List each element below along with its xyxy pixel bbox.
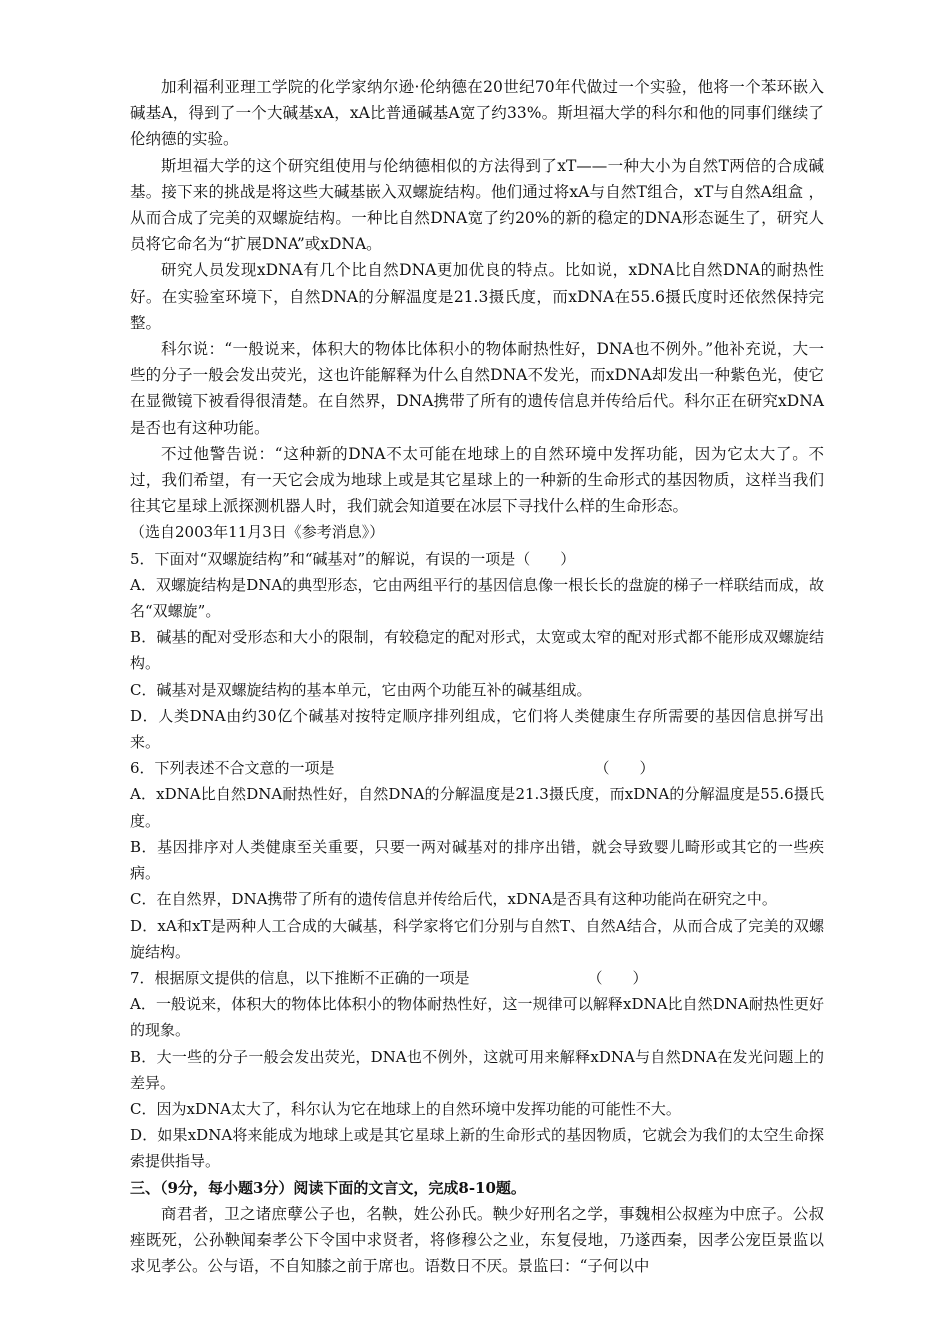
question-7-option-d: D．如果xDNA将来能成为地球上或是其它星球上新的生命形式的基因物质，它就会为我们的太空生命探索提供指导。	[130, 1126, 824, 1171]
question-5-option-c: C．碱基对是双螺旋结构的基本单元，它由两个功能互补的碱基组成。	[130, 680, 592, 699]
question-6-option-d: D．xA和xT是两种人工合成的大碱基，科学家将它们分别与自然T、自然A结合，从而合成了完美的双螺旋结构。	[130, 916, 824, 961]
question-5-option-a: A．双螺旋结构是DNA的典型形态，它由两组平行的基因信息像一根长长的盘旋的梯子一样联结而成，故名“双螺旋”。	[130, 575, 824, 621]
passage-paragraph-5: 不过他警告说：“这种新的DNA不太可能在地球上的自然环境中发挥功能，因为它太大了。不过，我们希望，有一天它会成为地球上或是其它星球上的一种新的生命形式的基因物质，这样当我们往其它星球上派探测机器人时，我们就会知道要在冰层下寻找什么样的生命形态。	[130, 444, 824, 516]
question-7-option-c: C．因为xDNA太大了，科尔认为它在地球上的自然环境中发挥功能的可能性不大。	[130, 1099, 681, 1118]
question-7-line	[130, 965, 824, 991]
question-7-stem: 7．根据原文提供的信息，以下推断不正确的一项是	[130, 968, 470, 987]
passage-paragraph-4: 科尔说：“一般说来，体积大的物体比体积小的物体耐热性好，DNA也不例外。”他补充说，大一些的分子一般会发出荧光，这也许能解释为什么自然DNA不发光，而xDNA却发出一种紫色光，使它在显微镜下被看得很清楚。在自然界，DNA携带了所有的遗传信息并传给后代。科尔正在研究xDNA是否也有这种功能。	[130, 340, 824, 437]
question-5-option-b: B．碱基的配对受形态和大小的限制，有较稳定的配对形式，太宽或太窄的配对形式都不能形成双螺旋结构。	[130, 628, 824, 673]
section-3-heading: 三、（9分，每小题3分）阅读下面的文言文，完成8-10题。	[130, 1178, 526, 1197]
question-7-option-a: A．一般说来，体积大的物体比体积小的物体耐热性好，这一规律可以解释xDNA比自然DNA耐热性更好的现象。	[130, 995, 824, 1040]
question-6-option-a: A．xDNA比自然DNA耐热性好，自然DNA的分解温度是21.3摄氏度，而xDNA的分解温度是55.6摄氏度。	[130, 785, 824, 830]
passage-paragraph-2: 斯坦福大学的这个研究组使用与伦纳德相似的方法得到了xT——一种大小为自然T两倍的合成碱基。接下来的挑战是将这些大碱基嵌入双螺旋结构。他们通过将xA与自然T组合，xT与自然A组盒 ，从而合成了完美的双螺旋结构。一种比自然DNA宽了约20%的新的稳定的DNA形态诞生了，研究人员将它命名为“扩展DNA”或xDNA。	[130, 156, 824, 254]
question-6-stem: 6．下列表述不合文意的一项是	[130, 759, 335, 778]
question-6-paren: （ ）	[594, 759, 655, 778]
passage-paragraph-1: 加利福利亚理工学院的化学家纳尔逊·伦纳德在20世纪70年代做过一个实验，他将一个苯环嵌入碱基A，得到了一个大碱基xA，xA比普通碱基A宽了约33%。斯坦福大学的科尔和他的同事们继续了伦纳德的实验。	[130, 78, 824, 149]
passage-source: （选自2003年11月3日《参考消息》）	[130, 523, 385, 542]
section-3-paragraph: 商君者，卫之诸庶孽公子也，名鞅，姓公孙氏。鞅少好刑名之学，事魏相公叔痤为中庶子。公叔痤既死，公孙鞅闻秦孝公下令国中求贤者，将修穆公之业，东复侵地，乃遂西秦，因孝公宠臣景监以求见孝公。公与语，不自知膝之前于席也。语数日不厌。景监曰：“子何以中	[130, 1204, 824, 1276]
question-6-line	[130, 755, 824, 781]
question-7-option-b: B．大一些的分子一般会发出荧光，DNA也不例外，这就可用来解释xDNA与自然DNA在发光问题上的差异。	[130, 1047, 824, 1092]
question-6-option-b: B．基因排序对人类健康至关重要，只要一两对碱基对的排序出错，就会导致婴儿畸形或其它的一些疾病。	[130, 837, 824, 883]
question-5-stem: 5．下面对“双螺旋结构”和“碱基对”的解说，有误的一项是（ ）	[130, 549, 576, 568]
passage-paragraph-3: 研究人员发现xDNA有几个比自然DNA更加优良的特点。比如说，xDNA比自然DNA的耐热性好。在实验室环境下，自然DNA的分解温度是21.3摄氏度，而xDNA在55.6摄氏度时还依然保持完整。	[130, 261, 824, 332]
question-5-option-d: D．人类DNA由约30亿个碱基对按特定顺序排列组成，它们将人类健康生存所需要的基因信息拼写出来。	[130, 706, 824, 752]
question-6-option-c: C．在自然界，DNA携带了所有的遗传信息并传给后代，xDNA是否具有这种功能尚在研究之中。	[130, 890, 777, 909]
document-page	[130, 74, 824, 1279]
question-7-paren: （ ）	[587, 968, 648, 987]
